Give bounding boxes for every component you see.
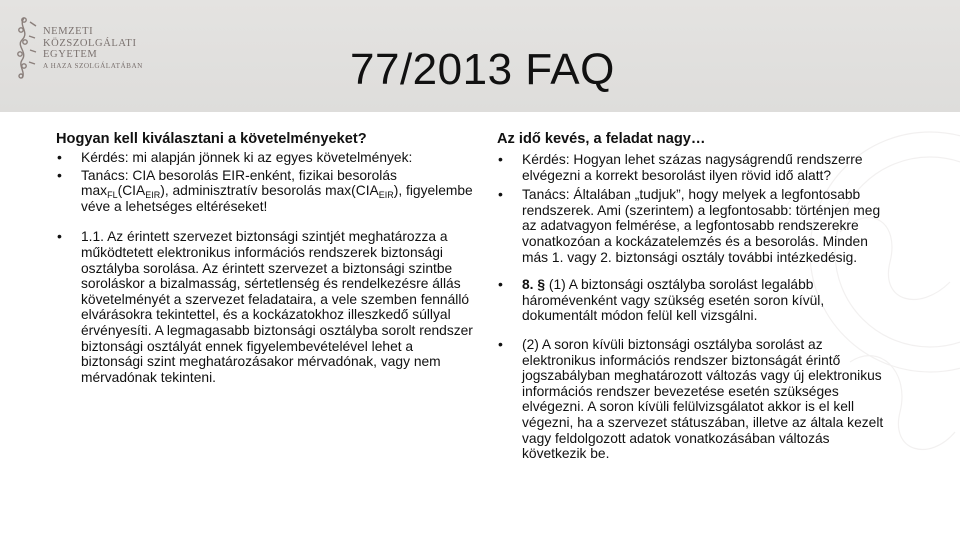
left-bullet-question <box>56 150 474 166</box>
subscript-eir: EIR <box>145 190 161 201</box>
logo-line-3: EGYETEM <box>43 49 98 60</box>
logo-line-2: KÖZSZOLGÁLATI <box>43 37 137 49</box>
subscript-fl: FL <box>107 190 118 201</box>
left-heading: Hogyan kell kiválasztani a követelményeket? <box>56 131 367 147</box>
left-column <box>56 131 474 385</box>
bullet-text: (1) A biztonsági osztályba sorolást legalább háromévenként vagy szükség esetén soron kívül, dokumentált módon felül kell vizsgálni. <box>522 277 825 324</box>
right-bullet-question <box>497 152 897 183</box>
bullet-text: (CIA <box>117 183 146 199</box>
section-number: 8. § <box>522 277 546 293</box>
logo-line-1: NEMZETI <box>43 26 94 37</box>
right-column <box>497 131 897 462</box>
left-bullet-advice <box>56 168 474 215</box>
slide-title: 77/2013 FAQ <box>350 45 615 94</box>
right-bullet-section-8 <box>497 277 897 324</box>
header-band <box>0 0 960 112</box>
bullet-text: 1.1. Az érintett szervezet biztonsági szintjét meghatározza a működtetett elektronikus információs rendszerek biztonsági osztályba sorolása. Az érintett szervezet a biztonsági szintbe soroláskor a bizalmasság, sértetlenség és rendelkezésre állás követelményét a szervezet feladataira, a vele szemben fennálló elvárásokra tekintettel, és a kockázatokhoz illeszkedő súllyal érvényesíti. A legmagasabb biztonsági osztályba sorolt rendszer biztonsági osztályát ennek figyelembevételével lehet a biztonsági szint meghatározásakor mérvadónak, vagy nem mérvadónak tekinteni. <box>81 229 473 385</box>
bullet-text: Kérdés: mi alapján jönnek ki az egyes követelmények: <box>81 150 413 165</box>
right-bullet-paragraph-2 <box>497 337 897 462</box>
left-bullet-list <box>56 150 474 385</box>
bullet-text: Kérdés: Hogyan lehet százas nagyságrendű rendszerre elvégezni a korrekt besorolást ilyen rövid idő alatt? <box>522 152 863 183</box>
right-heading: Az idő kevés, a feladat nagy… <box>497 131 706 147</box>
left-bullet-regulation <box>56 229 474 385</box>
right-bullet-list <box>497 152 897 462</box>
bullet-text: ), figyelembe véve a lehetséges eltéréseket! <box>81 183 473 214</box>
subscript-eir: EIR <box>378 190 394 201</box>
right-bullet-advice <box>497 187 897 265</box>
logo-line-4: A HAZA SZOLGÁLATÁBAN <box>43 61 143 70</box>
bullet-text: Tanács: Általában „tudjuk”, hogy melyek a legfontosabb rendszerek. Ami (szerintem) a legfontosabb: történjen meg az adatvagyon felmérése, a legfontosabb rendszerekre vonatkozóan a kockázatelemzés és a besorolás. Minden más 1. vagy 2. biztonsági osztály további intézkedésig. <box>522 187 881 265</box>
bullet-text: Tanács: CIA besorolás EIR-enként, fizikai besorolás max <box>81 167 397 199</box>
bullet-text: (2) A soron kívüli biztonsági osztályba sorolást az elektronikus információs rendszer biztonságát érintő jogszabályban meghatározott változás vagy új elektronikus információs rendszer bevezetése esetén szükséges elvégezni. A soron kívüli felülvizsgálatot akkor is el kell végezni, ha a szervezet státuszában, illetve az általa kezelt vagy feldolgozott adatok vonatkozásában változás következik be. <box>522 336 884 462</box>
logo-text <box>43 26 143 72</box>
bullet-text: ), adminisztratív besorolás max(CIA <box>160 183 379 199</box>
